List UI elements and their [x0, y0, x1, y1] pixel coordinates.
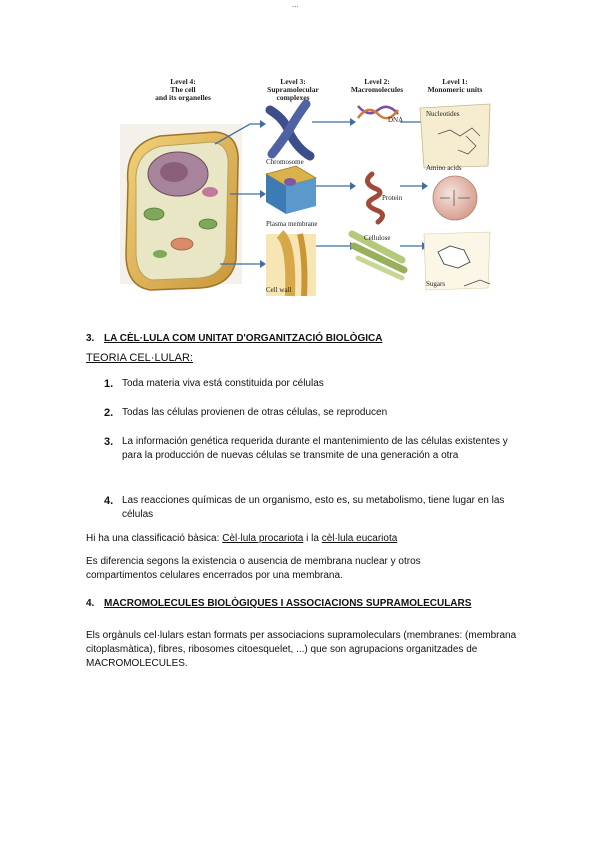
connector-arrows: [215, 122, 422, 264]
cell-theory-subtitle: TEORIA CEL·LULAR:: [86, 352, 193, 364]
section-3-heading: [86, 333, 382, 344]
label-nucleotides: Nucleotides: [426, 110, 460, 118]
label-cellulose: Cellulose: [364, 234, 391, 242]
cell-hierarchy-illustration: [120, 74, 492, 300]
list-item-text: Las reacciones químicas de un organismo, esto es, su metabolismo, tiene lugar en las células: [122, 495, 505, 520]
section-4-heading: [86, 598, 471, 609]
classification-prefix: Hi ha una classificació bàsica:: [86, 533, 223, 544]
classification-line: [86, 532, 526, 546]
label-sugars: Sugars: [426, 280, 446, 288]
list-item-text: La información genética requerida durante el mantenimiento de las células existentes y para la producción de nuevas células se transmite de una generación a otra: [122, 436, 508, 461]
eukaryotic-cell-term: cèl·lula eucariota: [321, 533, 398, 544]
section-4-title: MACROMOLECULES BIOLÒGIQUES I ASSOCIACIONS SUPRAMOLECULARS: [104, 598, 472, 609]
list-item-number: 3.: [104, 436, 114, 448]
cell-hierarchy-figure: [120, 74, 492, 300]
amino-acid-drawing: [433, 176, 477, 220]
section-3-title: LA CÈL·LULA COM UNITAT D'ORGANITZACIÓ BIOLÒGICA: [104, 333, 383, 344]
level-2-heading: Level 2: Macromolecules: [350, 77, 404, 94]
page-marker: ...: [292, 0, 299, 9]
label-protein: Protein: [382, 194, 403, 202]
list-item-text: Toda materia viva está constituida por células: [122, 378, 324, 389]
prokaryotic-cell-term: Cèl·lula procariota: [222, 533, 304, 544]
protein-drawing: [367, 174, 382, 222]
classification-middle: i la: [303, 533, 322, 544]
label-plasma-membrane: Plasma membrane: [266, 220, 318, 228]
level-1-heading: Level 1: Monomeric units: [427, 77, 483, 94]
section-3-number: 3.: [86, 333, 95, 344]
supramolecular-paragraph: Els orgànuls cel·lulars estan formats per associacions supramoleculars (membranes: (membrana citoplasmàtica), fibres, ribosomes citoesquelet, ...) que son agrupacions organitzades de MACROMOLECULES.: [86, 630, 517, 669]
label-amino-acids: Amino acids: [426, 164, 462, 172]
label-dna: DNA: [388, 116, 404, 124]
label-chromosome: Chromosome: [266, 158, 304, 166]
list-item-number: 4.: [104, 495, 114, 507]
list-item-number: 1.: [104, 378, 114, 390]
list-item-number: 2.: [104, 407, 114, 419]
section-4-number: 4.: [86, 598, 95, 609]
difference-paragraph: Es diferencia segons la existencia o ausencia de membrana nuclear y otros compartimentos celulares encerrados por una membrana.: [86, 556, 421, 581]
level-4-heading: Level 4: The cell and its organelles: [155, 77, 211, 102]
plant-cell-drawing: [120, 124, 242, 290]
chromosome-drawing: [270, 104, 310, 156]
label-cell-wall: Cell wall: [266, 286, 292, 294]
level-3-heading: Level 3: Supramolecular complexes: [267, 77, 319, 102]
list-item-text: Todas las células provienen de otras células, se reproducen: [122, 407, 388, 418]
plasma-membrane-drawing: [266, 166, 316, 214]
